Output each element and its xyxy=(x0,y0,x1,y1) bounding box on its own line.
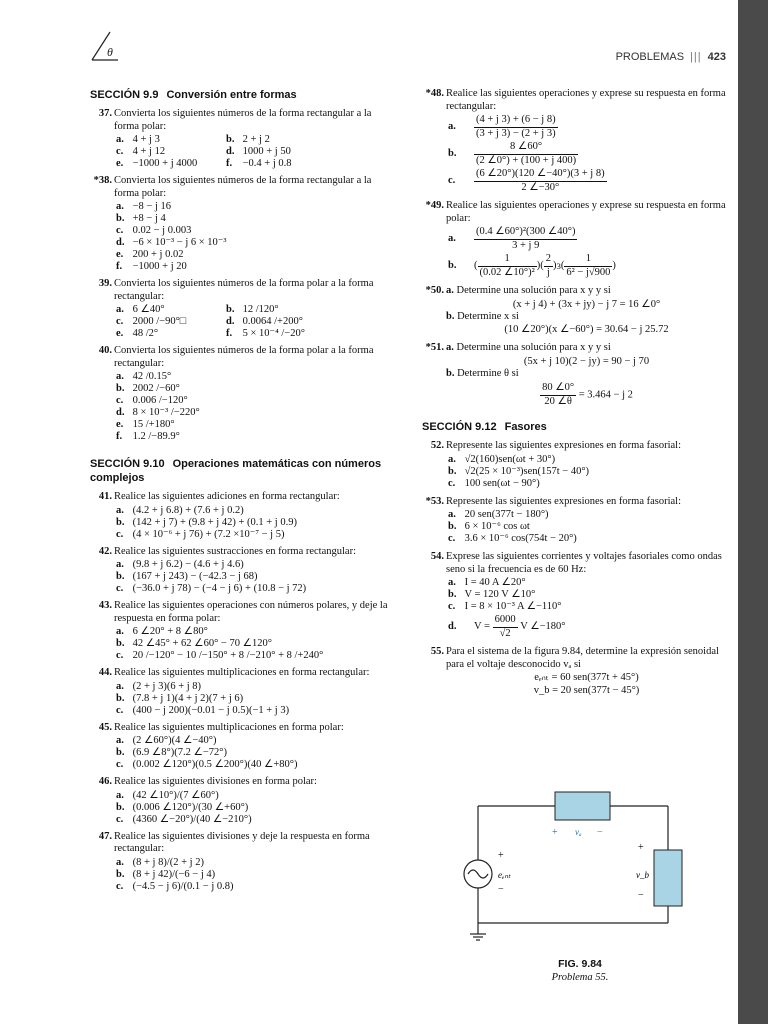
e-label: eₑₙₜ xyxy=(498,870,511,880)
left-column xyxy=(90,88,395,898)
problem-39-items xyxy=(114,304,395,340)
right-column xyxy=(422,88,727,703)
section-heading-9-9: SECCIÓN 9.9 Conversión entre formas xyxy=(90,89,297,101)
list-item: a. 6 ∠20° + 8 ∠80° xyxy=(116,626,208,637)
list-item: b. √2(25 × 10⁻³)sen(157t − 40°) xyxy=(448,465,590,477)
figure-subtitle: Problema 55. xyxy=(551,972,609,983)
list-item: a. (2 ∠60°)(4 ∠−40°) xyxy=(116,735,217,746)
list-item: b. 2002 /−60° xyxy=(116,383,180,394)
list-item: c. (0.002 ∠120°)(0.5 ∠200°)(40 ∠+80°) xyxy=(116,759,298,770)
list-item: d. 1000 + j 50 xyxy=(226,146,291,157)
problem-49-a: a. $\frac{\text{(0.4 ∠60°)²(300 ∠40°)}}{3 + j 9}$ xyxy=(448,226,576,251)
problem-40-items xyxy=(114,371,395,443)
list-item: e. 15 /+180° xyxy=(116,419,175,430)
source-plus: + xyxy=(498,850,504,861)
list-item: b. (167 + j 243) − (−42.3 − j 68) xyxy=(116,571,258,582)
list-item: b. (6.9 ∠8°)(7.2 ∠−72°) xyxy=(116,747,228,758)
list-item: c. 0.02 − j 0.003 xyxy=(116,225,192,236)
list-item: c. I = 8 × 10⁻³ A ∠−110° xyxy=(448,601,562,612)
element-a-box xyxy=(555,792,610,820)
page-number: 423 xyxy=(707,51,726,63)
list-item: a. (9.8 + j 6.2) − (4.6 + j 4.6) xyxy=(116,559,244,570)
page-edge-bar xyxy=(738,0,768,1024)
list-item: b. (0.006 ∠120°)/(30 ∠+60°) xyxy=(116,801,249,813)
figure-caption xyxy=(500,958,660,984)
header-separator: ||| xyxy=(690,51,702,63)
problem-51: *51. a. Determine una solución para x y y si (5x + j 10)(2 − jy) = 90 − j 70 b. Determine θ si $\frac{80 \angle 0^\circ}{20 \angle\theta}$ = 3.464 − j 2 xyxy=(425,342,650,407)
list-item: b. 12 /120° xyxy=(226,304,279,315)
list-item: c. 20 /−120° − 10 /−150° + 8 /−210° + 8 /+240° xyxy=(116,650,324,661)
list-item: a. 42 /0.15° xyxy=(116,371,172,382)
list-item: c. 100 sen(ωt − 90°) xyxy=(448,477,540,489)
problem-54-d: d. V = $\frac{6000}{√2}$ V ∠−180° xyxy=(448,614,566,639)
list-item: e. −1000 + j 4000 xyxy=(116,158,198,169)
problem-48-c: c. $\frac{(6 \angle 20^\circ)(120 \angle-40^\circ)(3 + j 8)}{2 \angle-30^\circ}$ xyxy=(448,168,605,193)
problem-49: *49. Realice las siguientes operaciones y exprese su respuesta en forma polar: a. $\frac{\text{(0.4 ∠60°)²(300 ∠40°)}}{3 + j 9}$ b. ( $\frac{1}{\text{(0.02 ∠10°)²}}$ ) ( $\frac{2}{j}$ ) 3 ( $\frac{1}{\text{6² − j√900}}$ ) xyxy=(425,200,726,278)
problem-42: 42. Realice las siguientes sustracciones en forma rectangular: a. (9.8 + j 6.2) − (4.6 + j 4.6) b. (167 + j 243) − (−42.3 − j 68) c. (−36.0 + j 78) − (−4 − j 6) + (10.8 − j 72) xyxy=(90,546,395,596)
problem-38-items xyxy=(114,201,395,273)
list-item: b. 2 + j 2 xyxy=(226,134,270,145)
problem-49-b: b. ( $\frac{1}{\text{(0.02 ∠10°)²}}$ ) ( $\frac{2}{j}$ ) 3 ( $\frac{1}{\text{6² − j√900}}$ ) xyxy=(448,253,616,278)
problem-46-items xyxy=(114,790,395,826)
list-item: a. √2(160)sen(ωt + 30°) xyxy=(448,453,556,465)
list-item: a. (4.2 + j 6.8) + (7.6 + j 0.2) xyxy=(116,504,244,516)
problem-42-items xyxy=(114,559,395,595)
list-item: d. 8 × 10⁻³ /−220° xyxy=(116,407,200,418)
list-item: c. 2000 /−90°□ xyxy=(116,316,187,327)
problem-41: 41. Realice las siguientes adiciones en forma rectangular: a. (4.2 + j 6.8) + (7.6 + j 0.2) b. (142 + j 7) + (9.8 + j 42) + (0.1 + j 0.9) c. (4 × 10⁻⁶ + j 76) + (7.2 ×10⁻⁷ − j 5) xyxy=(90,491,395,541)
list-item: e. 48 /2° xyxy=(116,328,159,339)
problem-44-items xyxy=(114,681,395,717)
problem-37-items xyxy=(114,134,395,170)
list-item: b. V = 120 V ∠10° xyxy=(448,589,536,600)
list-item: c. (4360 ∠−20°)/(40 ∠−210°) xyxy=(116,813,252,825)
list-item: d. 0.0064 /+200° xyxy=(226,316,303,327)
vb-minus: − xyxy=(638,890,644,901)
circuit-figure-9-84 xyxy=(460,788,690,948)
va-plus: + xyxy=(552,827,558,838)
problem-48-a: a. $\frac{(4 + j 3) + (6 - j 8)}{(3 + j 3) - (2 + j 3)}$ xyxy=(448,114,556,139)
list-item: b. +8 − j 4 xyxy=(116,213,166,224)
list-item: c. (−4.5 − j 6)/(0.1 − j 0.8) xyxy=(116,880,234,892)
problem-38: *38. Convierta los siguientes números de la forma rectangular a la forma polar: a. −8 − j 16 b. +8 − j 4 c. 0.02 − j 0.003 d. −6 × 10⁻³ − j 6 × 10⁻³ e. 200 + j 0.02 f. −1000 + j 20 xyxy=(90,175,395,273)
list-item: a. 20 sen(377t − 180°) xyxy=(448,509,549,520)
list-item: d. −6 × 10⁻³ − j 6 × 10⁻³ xyxy=(116,237,227,248)
list-item: b. (8 + j 42)/(−6 − j 4) xyxy=(116,868,216,880)
list-item: c. 3.6 × 10⁻⁶ cos(754t − 20°) xyxy=(448,533,577,544)
source-minus: − xyxy=(498,884,504,895)
list-item: f. 5 × 10⁻⁴ /−20° xyxy=(226,328,305,339)
problem-54-items xyxy=(446,577,727,613)
list-item: f. −1000 + j 20 xyxy=(116,261,187,272)
list-item: b. (142 + j 7) + (9.8 + j 42) + (0.1 + j 0.9) xyxy=(116,516,297,528)
list-item: a. (8 + j 8)/(2 + j 2) xyxy=(116,856,204,868)
va-minus: − xyxy=(597,827,603,838)
list-item: b. (7.8 + j 1)(4 + j 2)(7 + j 6) xyxy=(116,692,244,704)
list-item: f. −0.4 + j 0.8 xyxy=(226,158,292,169)
problem-48-b: b. $\frac{8 \angle 60^\circ}{(2 \angle 0^\circ) + (100 + j 400)}$ xyxy=(448,141,577,166)
problem-53-items xyxy=(446,509,727,545)
list-item: a. (42 ∠10°)/(7 ∠60°) xyxy=(116,789,219,801)
list-item: a. 4 + j 3 xyxy=(116,134,160,145)
problem-46: 46. Realice las siguientes divisiones en forma polar: a. (42 ∠10°)/(7 ∠60°) b. (0.006 ∠120°)/(30 ∠+60°) c. (4360 ∠−20°)/(40 ∠−210°) xyxy=(90,776,395,826)
element-b-box xyxy=(654,850,682,906)
vb-plus: + xyxy=(638,842,644,853)
section-heading-9-12: SECCIÓN 9.12 Fasores xyxy=(422,421,547,433)
list-item: f. 1.2 /−89.9° xyxy=(116,431,180,442)
problem-43-items xyxy=(114,626,395,662)
problem-41-items xyxy=(114,505,395,541)
theta-corner-icon xyxy=(88,30,120,62)
figure-title: FIG. 9.84 xyxy=(558,958,602,970)
va-label: vₐ xyxy=(575,827,582,837)
problem-45: 45. Realice las siguientes multiplicaciones en forma polar: a. (2 ∠60°)(4 ∠−40°) b. (6.9 ∠8°)(7.2 ∠−72°) c. (0.002 ∠120°)(0.5 ∠200°)(40 ∠+80°) xyxy=(90,722,395,772)
problem-50: *50. a. Determine una solución para x y y si (x + j 4) + (3x + jy) − j 7 = 16 ∠0° b. Determine x si (10 ∠20°)(x ∠−60°) = 30.64 − j 25.72 xyxy=(425,285,669,335)
list-item: b. 6 × 10⁻⁶ cos ωt xyxy=(448,521,530,532)
list-item: c. (400 − j 200)(−0.01 − j 0.5)(−1 + j 3) xyxy=(116,704,290,716)
list-item: c. (4 × 10⁻⁶ + j 76) + (7.2 ×10⁻⁷ − j 5) xyxy=(116,528,285,540)
problem-53: *53. Represente las siguientes expresiones en forma fasorial: a. 20 sen(377t − 180°) b. 6 × 10⁻⁶ cos ωt c. 3.6 × 10⁻⁶ cos(754t − 20°) xyxy=(422,496,727,546)
section-heading-9-10: SECCIÓN 9.10 Operaciones matemáticas con números complejos xyxy=(90,458,382,484)
list-item: c. (−36.0 + j 78) − (−4 − j 6) + (10.8 − j 72) xyxy=(116,583,307,594)
problem-37: 37. Convierta los siguientes números de la forma rectangular a la forma polar: a. 4 + j 3 b. 2 + j 2 c. 4 + j 12 d. 1000 + j 50 e. −1000 + j 4000 f. −0.4 + j 0.8 xyxy=(90,108,395,170)
header-label: PROBLEMAS xyxy=(615,51,685,63)
list-item: a. (2 + j 3)(6 + j 8) xyxy=(116,680,202,692)
list-item: c. 0.006 /−120° xyxy=(116,395,188,406)
problem-54: 54. Exprese las siguientes corrientes y voltajes fasoriales como ondas seno si la frecuencia es de 60 Hz: a. I = 40 A ∠20° b. V = 120 V ∠10° c. I = 8 × 10⁻³ A ∠−110° d. V = $\frac{6000}{√2}$ V ∠−180° xyxy=(422,551,727,640)
theta-symbol: θ xyxy=(107,45,113,59)
list-item: a. 6 ∠40° xyxy=(116,304,165,315)
problem-47: 47. Realice las siguientes divisiones y deje la respuesta en forma rectangular: a. (8 + j 8)/(2 + j 2) b. (8 + j 42)/(−6 − j 4) c. (−4.5 − j 6)/(0.1 − j 0.8) xyxy=(90,831,395,893)
list-item: a. I = 40 A ∠20° xyxy=(448,577,526,588)
problem-40: 40. Convierta los siguientes números de la forma polar a la forma rectangular: a. 42 /0.15° b. 2002 /−60° c. 0.006 /−120° d. 8 × 10⁻³ /−220° e. 15 /+180° f. 1.2 /−89.9° xyxy=(90,345,395,443)
problem-52-items xyxy=(446,454,727,490)
problem-48: *48. Realice las siguientes operaciones y exprese su respuesta en forma rectangular: a. $\frac{(4 + j 3) + (6 - j 8)}{(3 + j 3) - (2 + j 3)}$ b. $\frac{8 \angle 60^\circ}{(2 \angle 0^\circ) + (100 + j 400)}$ c. $\frac{(6 \angle 20^\circ)(120 \angle-40^\circ)(3 + j 8)}{2 \angle-30^\circ}$ xyxy=(425,88,726,193)
page-header xyxy=(560,51,726,63)
problem-45-items xyxy=(114,735,395,771)
list-item: c. 4 + j 12 xyxy=(116,146,166,157)
list-item: b. 42 ∠45° + 62 ∠60° − 70 ∠120° xyxy=(116,638,272,649)
vb-label: v_b xyxy=(636,870,649,880)
list-item: a. −8 − j 16 xyxy=(116,201,172,212)
problem-55: 55. Para el sistema de la figura 9.84, determine la expresión senoidal para el voltaje desconocido vₐ si eₑₙₜ = 60 sen(377t + 45°) v_b = 20 sen(377t − 45°) xyxy=(430,646,719,696)
problem-52: 52. Represente las siguientes expresiones en forma fasorial: a. √2(160)sen(ωt + 30°) b. √2(25 × 10⁻³)sen(157t − 40°) c. 100 sen(ωt − 90°) xyxy=(422,440,727,490)
problem-39: 39. Convierta los siguientes números de la forma polar a la forma rectangular: a. 6 ∠40° b. 12 /120° c. 2000 /−90°□ d. 0.0064 /+200° e. 48 /2° f. 5 × 10⁻⁴ /−20° xyxy=(90,278,395,340)
problem-44: 44. Realice las siguientes multiplicaciones en forma rectangular: a. (2 + j 3)(6 + j 8) b. (7.8 + j 1)(4 + j 2)(7 + j 6) c. (400 − j 200)(−0.01 − j 0.5)(−1 + j 3) xyxy=(90,667,395,717)
problem-43: 43. Realice las siguientes operaciones con números polares, y deje la respuesta en forma polar: a. 6 ∠20° + 8 ∠80° b. 42 ∠45° + 62 ∠60° − 70 ∠120° c. 20 /−120° − 10 /−150° + 8 /−210° + 8 /+240° xyxy=(90,600,395,662)
list-item: e. 200 + j 0.02 xyxy=(116,249,184,260)
problem-47-items xyxy=(114,857,395,893)
